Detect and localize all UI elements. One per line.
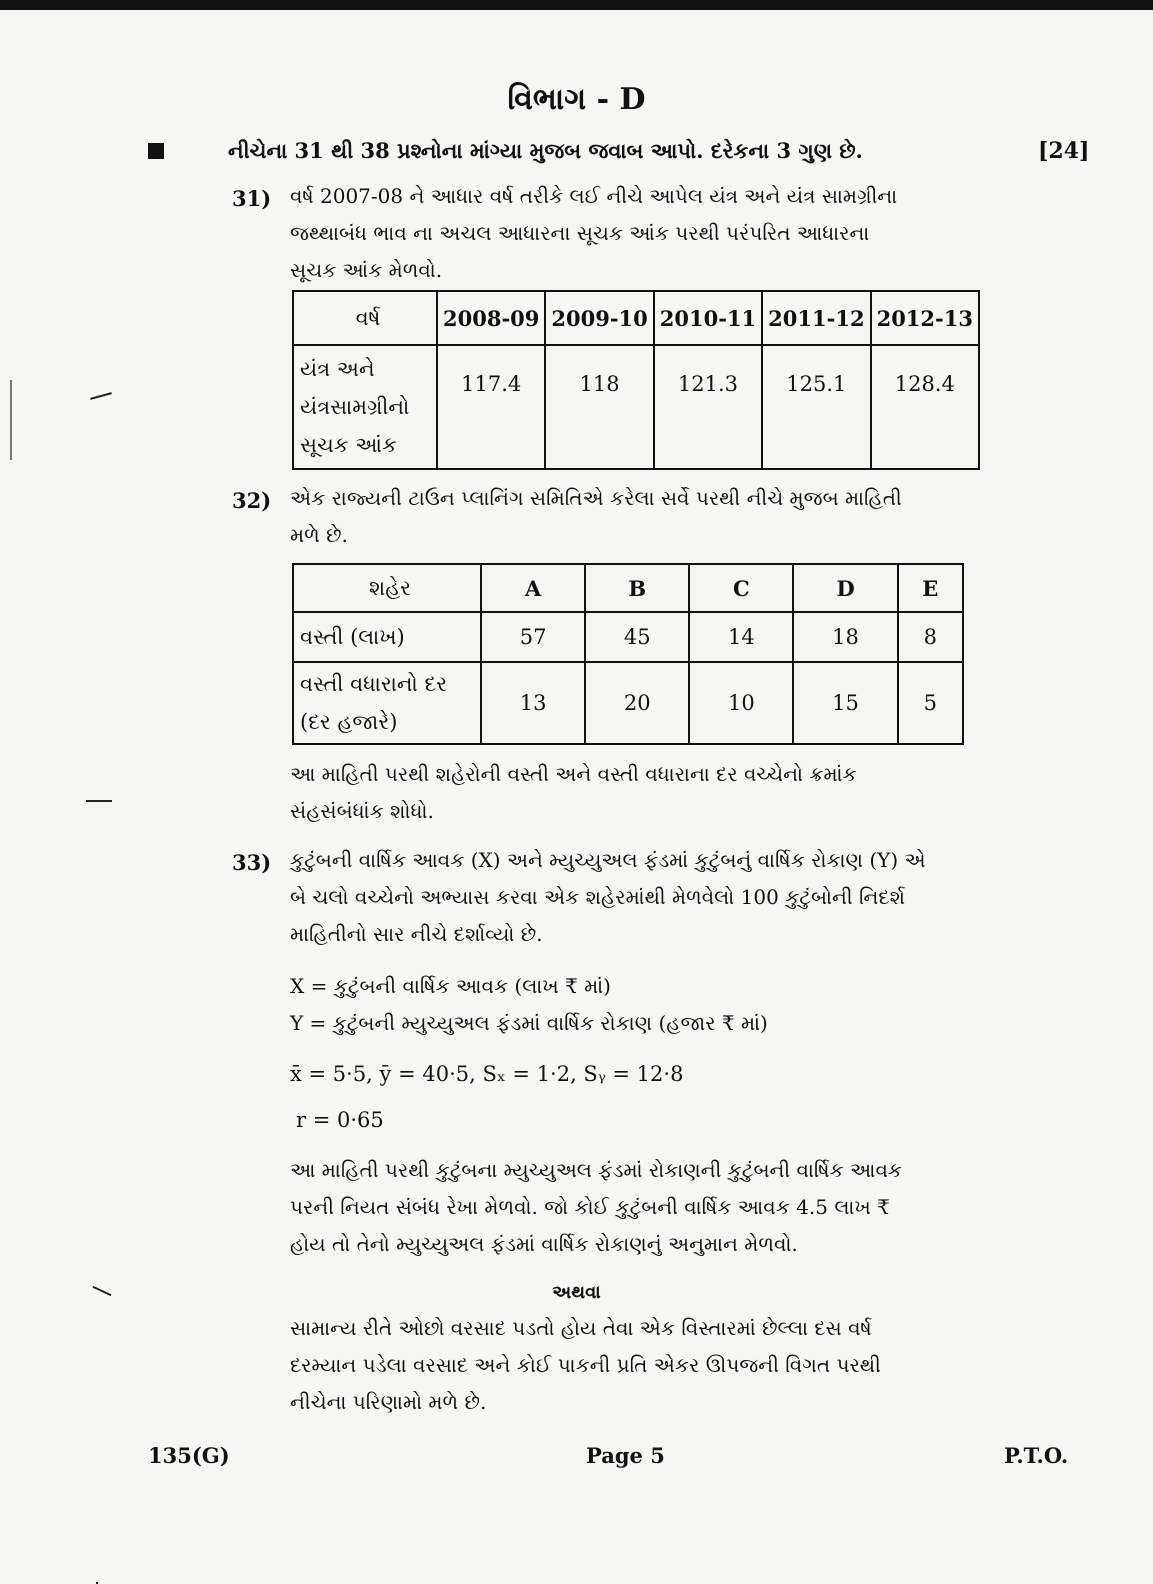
growth-value: 20	[585, 662, 689, 744]
city-cell: E	[898, 564, 963, 612]
q33-alt-line: દરમ્યાન પડેલા વરસાદ અને કોઈ પાકની પ્રતિ એકર ઊપજની વિગત પરથી	[290, 1353, 881, 1377]
q32-line: મળે છે.	[290, 523, 348, 547]
q33-line: માહિતીનો સાર નીચે દર્શાવ્યો છે.	[290, 922, 543, 946]
q33-question-line: પરની નિયત સંબંધ રેખા મેળવો. જો કોઈ કુટુંબની વાર્ષિક આવક 4.5 લાખ ₹	[290, 1195, 890, 1219]
or-label: અથવા	[552, 1282, 601, 1303]
growth-value: 15	[793, 662, 897, 744]
please-turn-over: P.T.O.	[1004, 1443, 1069, 1468]
city-cell: A	[481, 564, 585, 612]
scan-mark	[86, 800, 112, 802]
growth-value: 5	[898, 662, 963, 744]
year-cell: 2008-09	[437, 291, 545, 345]
page-number: Page 5	[586, 1443, 665, 1468]
index-value: 118	[545, 345, 653, 469]
row-label-population: વસ્તી (લાખ)	[293, 612, 481, 662]
q33-question-line: હોય તો તેનો મ્યુચ્યુઅલ ફંડમાં વાર્ષિક રોકાણનું અનુમાન મેળવો.	[290, 1232, 798, 1256]
x-definition: X = કુટુંબની વાર્ષિક આવક (લાખ ₹ માં)	[290, 974, 611, 998]
q33-line: બે ચલો વચ્ચેનો અભ્યાસ કરવા એક શહેરમાંથી મેળવેલો 100 કુટુંબોની નિદર્શ	[290, 885, 906, 909]
population-value: 45	[585, 612, 689, 662]
row-label-line: વસ્તી વધારાનો દર	[300, 672, 448, 696]
question-32-number: 32)	[232, 488, 272, 513]
year-cell: 2011-12	[762, 291, 870, 345]
index-value: 117.4	[437, 345, 545, 469]
total-marks: [24]	[1038, 138, 1090, 164]
city-cell: C	[689, 564, 793, 612]
population-value: 57	[481, 612, 585, 662]
q33-question	[290, 1152, 1010, 1263]
question-32-text	[290, 480, 990, 554]
year-cell: 2009-10	[545, 291, 653, 345]
q33-statistics: x̄ = 5·5, ȳ = 40·5, Sₓ = 1·2, Sᵧ = 12·8	[290, 1062, 684, 1086]
row-label-line: સૂચક આંક	[300, 433, 397, 457]
q31-line: સૂચક આંક મેળવો.	[290, 258, 443, 282]
q32-task-line: આ માહિતી પરથી શહેરોની વસ્તી અને વસ્તી વધારાના દર વચ્ચેનો ક્રમાંક	[290, 762, 857, 786]
population-value: 18	[793, 612, 897, 662]
q31-line: જથ્થાબંધ ભાવ ના અચલ આધારના સૂચક આંક પરથી પરંપરિત આધારના	[290, 221, 870, 245]
scan-mark	[90, 392, 112, 400]
city-cell: B	[585, 564, 689, 612]
year-cell: 2012-13	[871, 291, 979, 345]
question-33-text	[290, 842, 1010, 953]
population-value: 14	[689, 612, 793, 662]
row-label-line: યંત્ર અને	[300, 357, 375, 381]
section-title: વિભાગ - D	[507, 82, 646, 117]
q33-correlation: r = 0·65	[296, 1108, 384, 1132]
q33-alt-line: સામાન્ય રીતે ઓછો વરસાદ પડતો હોય તેવા એક વિસ્તારમાં છેલ્લા દસ વર્ષ	[290, 1316, 872, 1340]
index-value: 121.3	[654, 345, 762, 469]
growth-value: 10	[689, 662, 793, 744]
index-value: 128.4	[871, 345, 979, 469]
q32-line: એક રાજ્યની ટાઉન પ્લાનિંગ સમિતિએ કરેલા સર્વે પરથી નીચે મુજબ માહિતી	[290, 486, 902, 510]
q31-index-table	[292, 290, 980, 470]
population-value: 8	[898, 612, 963, 662]
question-33-number: 33)	[232, 850, 272, 875]
row-label-machinery-index	[293, 345, 437, 469]
bullet-square-icon	[148, 143, 164, 159]
q33-variable-defs	[290, 968, 1010, 1042]
q33-question-line: આ માહિતી પરથી કુટુંબના મ્યુચ્યુઅલ ફંડમાં રોકાણની કુટુંબની વાર્ષિક આવક	[290, 1158, 903, 1182]
instruction-text: નીચેના 31 થી 38 પ્રશ્નોના માંગ્યા મુજબ જવાબ આપો. દરેકના 3 ગુણ છે.	[228, 138, 863, 163]
question-31-number: 31)	[232, 186, 272, 211]
q32-task-line: સંહસંબંધાંક શોધો.	[290, 799, 434, 823]
q33-alt-line: નીચેના પરિણામો મળે છે.	[290, 1390, 487, 1414]
question-31-text	[290, 178, 1010, 289]
index-value: 125.1	[762, 345, 870, 469]
q32-city-table	[292, 563, 964, 745]
year-cell: 2010-11	[654, 291, 762, 345]
q33-alternative	[290, 1310, 1010, 1421]
row-label-growth-rate	[293, 662, 481, 744]
table-header-city: શહેર	[293, 564, 481, 612]
row-label-line: (દર હજારે)	[300, 710, 398, 734]
q33-line: કુટુંબની વાર્ષિક આવક (X) અને મ્યુચ્યુઅલ ફંડમાં કુટુંબનું વાર્ષિક રોકાણ (Y) એ	[290, 848, 926, 872]
table-header-year: વર્ષ	[293, 291, 437, 345]
growth-value: 13	[481, 662, 585, 744]
question-32-task	[290, 756, 990, 830]
city-cell: D	[793, 564, 897, 612]
y-definition: Y = કુટુંબની મ્યુચ્યુઅલ ફંડમાં વાર્ષિક રોકાણ (હજાર ₹ માં)	[290, 1011, 768, 1035]
paper-code: 135(G)	[148, 1443, 230, 1468]
scan-top-border	[0, 0, 1153, 10]
scan-edge-shadow	[10, 380, 12, 460]
q31-line: વર્ષ 2007-08 ને આધાર વર્ષ તરીકે લઈ નીચે આપેલ યંત્ર અને યંત્ર સામગ્રીના	[290, 184, 898, 208]
row-label-line: યંત્રસામગ્રીનો	[300, 395, 410, 419]
